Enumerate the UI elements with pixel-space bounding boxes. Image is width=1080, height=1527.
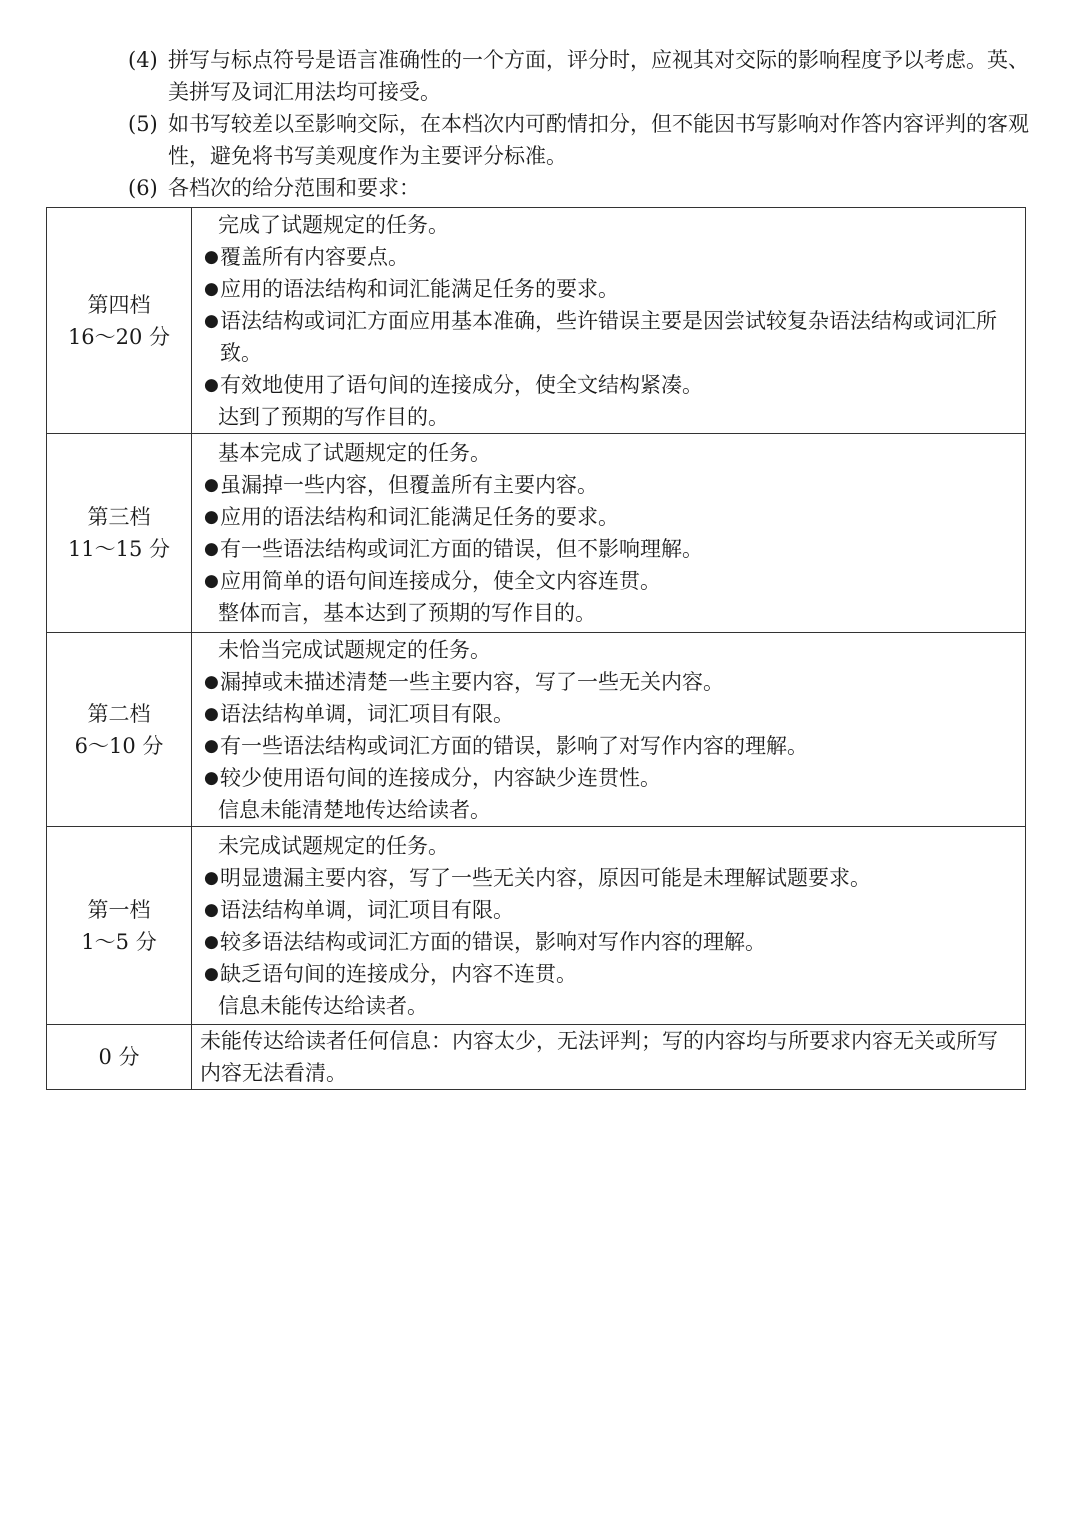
- table-row: [47, 827, 1026, 1025]
- band-bullet: [198, 369, 1017, 401]
- bullet-icon: ●: [204, 571, 219, 591]
- table-row: [47, 633, 1026, 827]
- note-number: (4): [128, 48, 158, 72]
- band-description-cell: [192, 827, 1026, 1025]
- band-name: 第三档: [87, 505, 151, 529]
- grading-table: [46, 207, 1026, 1090]
- band-bullet: [198, 501, 1017, 533]
- band-bullet: [198, 241, 1017, 273]
- bullet-text: 语法结构单调，词汇项目有限。: [220, 897, 514, 922]
- bullet-text: 覆盖所有内容要点。: [220, 244, 409, 269]
- bullet-icon: ●: [204, 539, 219, 559]
- band-name: 第四档: [87, 292, 151, 317]
- band-description-cell: [192, 208, 1026, 434]
- bullet-icon: ●: [204, 374, 219, 395]
- band-name: 第二档: [87, 701, 151, 726]
- band-bullet: [198, 533, 1017, 565]
- bullet-text: 语法结构单调，词汇项目有限。: [220, 701, 514, 726]
- band-outro: 信息未能传达给读者。: [218, 993, 428, 1018]
- bullet-icon: ●: [204, 735, 219, 756]
- note-text: 各档次的给分范围和要求：: [168, 176, 420, 200]
- band-bullet: [198, 894, 1017, 926]
- band-bullet: [198, 666, 1017, 698]
- band-bullet: [198, 305, 1017, 369]
- bullet-text: 漏掉或未描述清楚一些主要内容，写了一些无关内容。: [220, 669, 724, 694]
- bullet-icon: ●: [204, 767, 219, 788]
- table-row: [47, 208, 1026, 434]
- bullet-icon: ●: [204, 671, 219, 692]
- band-label-cell: [47, 827, 192, 1025]
- bullet-text: 较多语法结构或词汇方面的错误，影响对写作内容的理解。: [220, 929, 766, 954]
- bullet-text: 应用简单的语句间连接成分，使全文内容连贯。: [220, 569, 661, 593]
- band-intro: 未完成试题规定的任务。: [218, 833, 449, 858]
- bullet-icon: ●: [204, 867, 219, 888]
- bullet-text: 较少使用语句间的连接成分，内容缺少连贯性。: [220, 765, 661, 790]
- band-outro: 整体而言，基本达到了预期的写作目的。: [218, 601, 596, 625]
- band-label-cell: [47, 434, 192, 633]
- note-number: (5): [128, 112, 158, 136]
- bullet-icon: ●: [204, 310, 219, 331]
- note-text: 如书写较差以至影响交际，在本档次内可酌情扣分，但不能因书写影响对作答内容评判的客观性，避免将书写美观度作为主要评分标准。: [168, 112, 1029, 168]
- band-range: 0 分: [98, 1045, 140, 1069]
- bullet-text: 有一些语法结构或词汇方面的错误，但不影响理解。: [220, 537, 703, 561]
- bullet-icon: ●: [204, 703, 219, 724]
- band-bullet: [198, 926, 1017, 958]
- band-range: 6～10 分: [74, 733, 164, 758]
- table-row: [47, 434, 1026, 633]
- bullet-text: 语法结构或词汇方面应用基本准确，些许错误主要是因尝试较复杂语法结构或词汇所致。: [220, 308, 997, 365]
- bullet-text: 有一些语法结构或词汇方面的错误，影响了对写作内容的理解。: [220, 733, 808, 758]
- band-bullet: [198, 469, 1017, 501]
- note-text: 拼写与标点符号是语言准确性的一个方面，评分时，应视其对交际的影响程度予以考虑。英、美拼写及词汇用法均可接受。: [168, 48, 1029, 104]
- bullet-icon: ●: [204, 931, 219, 952]
- bullet-text: 虽漏掉一些内容，但覆盖所有主要内容。: [220, 473, 598, 497]
- band-bullet: [198, 762, 1017, 794]
- bullet-icon: ●: [204, 507, 219, 527]
- band-label-cell: [47, 633, 192, 827]
- bullet-text: 有效地使用了语句间的连接成分，使全文结构紧凑。: [220, 372, 703, 397]
- band-intro: 基本完成了试题规定的任务。: [218, 441, 491, 465]
- band-range: 1～5 分: [81, 929, 157, 954]
- band-name: 第一档: [87, 897, 151, 922]
- band-bullet: [198, 273, 1017, 305]
- band-label-cell: [47, 1025, 192, 1090]
- band-intro: 完成了试题规定的任务。: [218, 212, 449, 237]
- bullet-text: 缺乏语句间的连接成分，内容不连贯。: [220, 961, 577, 986]
- note-5: [128, 108, 1033, 172]
- table-row: [47, 1025, 1026, 1090]
- band-bullet: [198, 698, 1017, 730]
- bullet-icon: ●: [204, 475, 219, 495]
- band-range: 16～20 分: [67, 324, 171, 349]
- note-4: [128, 44, 1033, 108]
- band-description-cell: [192, 434, 1026, 633]
- band-range: 11～15 分: [67, 537, 171, 561]
- band-description-cell: [192, 1025, 1026, 1090]
- band-intro: 未恰当完成试题规定的任务。: [218, 637, 491, 662]
- band-outro: 信息未能清楚地传达给读者。: [218, 797, 491, 822]
- zero-band-text: 未能传达给读者任何信息：内容太少，无法评判；写的内容均与所要求内容无关或所写内容无法看清。: [200, 1029, 998, 1085]
- bullet-icon: ●: [204, 278, 219, 299]
- band-bullet: [198, 958, 1017, 990]
- bullet-text: 应用的语法结构和词汇能满足任务的要求。: [220, 505, 619, 529]
- bullet-icon: ●: [204, 963, 219, 984]
- band-description-cell: [192, 633, 1026, 827]
- band-label-cell: [47, 208, 192, 434]
- scoring-notes: [128, 44, 1033, 204]
- bullet-icon: ●: [204, 246, 219, 267]
- band-outro: 达到了预期的写作目的。: [218, 404, 449, 429]
- bullet-text: 应用的语法结构和词汇能满足任务的要求。: [220, 276, 619, 301]
- band-bullet: [198, 565, 1017, 597]
- note-number: (6): [128, 176, 158, 200]
- band-bullet: [198, 862, 1017, 894]
- bullet-text: 明显遗漏主要内容，写了一些无关内容，原因可能是未理解试题要求。: [220, 865, 871, 890]
- band-bullet: [198, 730, 1017, 762]
- bullet-icon: ●: [204, 899, 219, 920]
- note-6: [128, 172, 1033, 204]
